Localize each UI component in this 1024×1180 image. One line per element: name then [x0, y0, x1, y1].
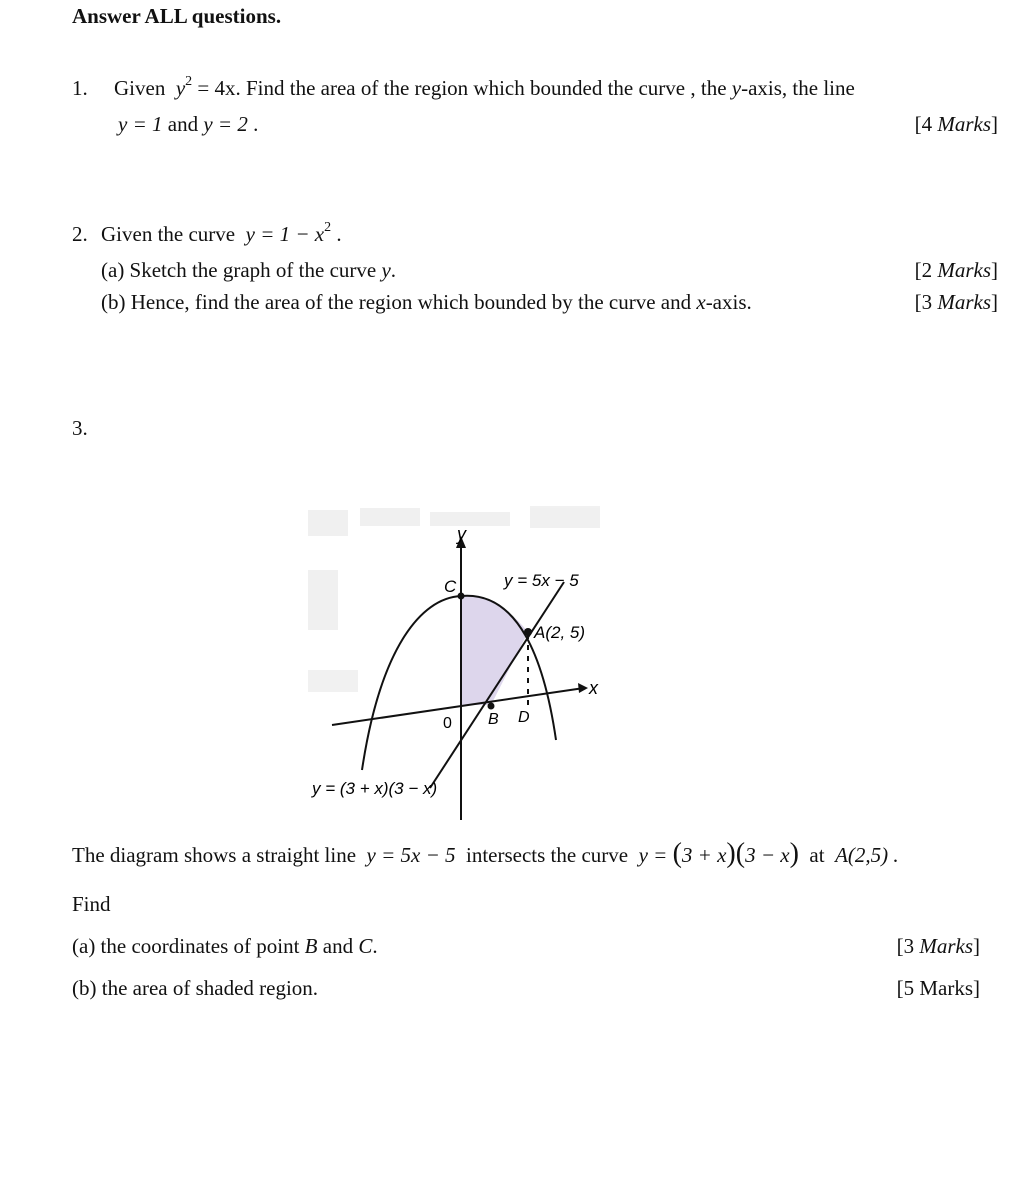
- point-a: [524, 628, 532, 636]
- question-3a-marks: [897, 934, 980, 959]
- question-2b-marks: [915, 290, 998, 315]
- label-y: y: [457, 524, 466, 544]
- point-c: [458, 593, 465, 600]
- label-curve-eq: y = (3 + x)(3 − x): [312, 779, 438, 798]
- q3a-b: B: [304, 934, 318, 958]
- question-1-number: 1.: [72, 76, 88, 100]
- page-heading: Answer ALL questions.: [72, 4, 282, 28]
- q3a-marks-open: [3: [896, 934, 920, 958]
- q1-marks-open: [4: [914, 112, 938, 136]
- q2a-marks-close: ]: [991, 258, 998, 282]
- q3-curve-paren-4: ): [789, 838, 799, 869]
- q2b-marks-word: Marks: [937, 290, 991, 314]
- q1-yaxis-var: y: [731, 76, 742, 100]
- question-1-line-1: [114, 76, 855, 101]
- label-b: B: [488, 711, 499, 728]
- q3-desc-line-eq: y = 5x − 5: [366, 843, 456, 867]
- label-line-eq: y = 5x − 5: [504, 571, 579, 590]
- q2-eq-exp: 2: [324, 220, 332, 235]
- q2a-var: y: [381, 258, 391, 282]
- q2a-marks-word: Marks: [937, 258, 991, 282]
- question-1-line-2: [118, 112, 258, 137]
- question-2a-marks: [915, 258, 998, 283]
- question-3-number: 3.: [72, 416, 88, 440]
- label-o: 0: [443, 715, 452, 732]
- q2b-marks-close: ]: [991, 290, 998, 314]
- q3-curve-paren-1: (: [672, 838, 682, 869]
- q1-text-a: . Find the area of the region which bounded the curve , the: [235, 76, 732, 100]
- scan-noise: [308, 506, 600, 692]
- q1-marks-word: Marks: [937, 112, 991, 136]
- label-x: x: [589, 678, 598, 698]
- q3a-marks-word: Marks: [919, 934, 973, 958]
- label-d: D: [518, 709, 530, 726]
- q1-eq-exp: 2: [185, 74, 193, 89]
- q1-given: Given: [114, 76, 166, 100]
- q3-curve-paren-2: ): [726, 838, 736, 869]
- q3-desc-point: A(2,5) .: [835, 843, 899, 867]
- q3-curve-y: y =: [638, 843, 673, 867]
- q1-line2-eq1: y = 1: [118, 112, 163, 136]
- label-a: A(2, 5): [534, 623, 586, 642]
- q3-desc-b: intersects the curve: [466, 843, 629, 867]
- q2-eq: y = 1 − x: [245, 222, 325, 246]
- point-b: [488, 703, 495, 710]
- q1-and: and: [162, 112, 204, 136]
- q2b-end: -axis.: [705, 290, 752, 314]
- q2-text: Given the curve: [101, 222, 236, 246]
- q1-marks-close: ]: [991, 112, 998, 136]
- q2-eq-end: .: [331, 222, 342, 246]
- question-2-stem: [101, 222, 342, 247]
- q3a-marks-close: ]: [973, 934, 980, 958]
- q2b-label: (b) Hence, find the area of the region which bounded by the curve and: [101, 290, 697, 314]
- q3a-c: C: [358, 934, 373, 958]
- label-c: C: [444, 577, 457, 596]
- q3a-text: (a) the coordinates of point: [72, 934, 305, 958]
- question-2b: [101, 290, 752, 315]
- x-axis-arrow: [578, 683, 588, 693]
- question-3b-marks: [5 Marks]: [896, 976, 980, 1000]
- q3-diagram: [300, 500, 620, 830]
- question-3-description: [72, 838, 899, 869]
- q2a-end: .: [390, 258, 397, 282]
- q3-desc-a: The diagram shows a straight line: [72, 843, 357, 867]
- q3-curve-factor-1: 3 + x: [681, 843, 727, 867]
- q1-line2-end: .: [247, 112, 259, 136]
- q1-eq-rhs: = 4x: [192, 76, 236, 100]
- q2a-label: (a) Sketch the graph of the curve: [101, 258, 382, 282]
- q3-curve-paren-3: (: [735, 838, 746, 869]
- q1-line2-eq2: y = 2: [203, 112, 248, 136]
- question-2-number: 2.: [72, 222, 88, 246]
- question-3-find: Find: [72, 892, 111, 916]
- q1-text-b: -axis, the line: [741, 76, 855, 100]
- q3-curve-factor-2: 3 − x: [745, 843, 790, 867]
- q2a-marks-open: [2: [914, 258, 938, 282]
- question-2a: [101, 258, 396, 283]
- question-1-marks: [915, 112, 998, 137]
- q1-eq-y: y: [175, 76, 186, 100]
- q3a-and: and: [317, 934, 359, 958]
- q3-desc-at: at: [809, 843, 825, 867]
- q2b-var: x: [696, 290, 706, 314]
- question-3b: (b) the area of shaded region.: [72, 976, 319, 1000]
- question-3a: [72, 934, 378, 959]
- q3a-end: .: [372, 934, 378, 958]
- q2b-marks-open: [3: [914, 290, 938, 314]
